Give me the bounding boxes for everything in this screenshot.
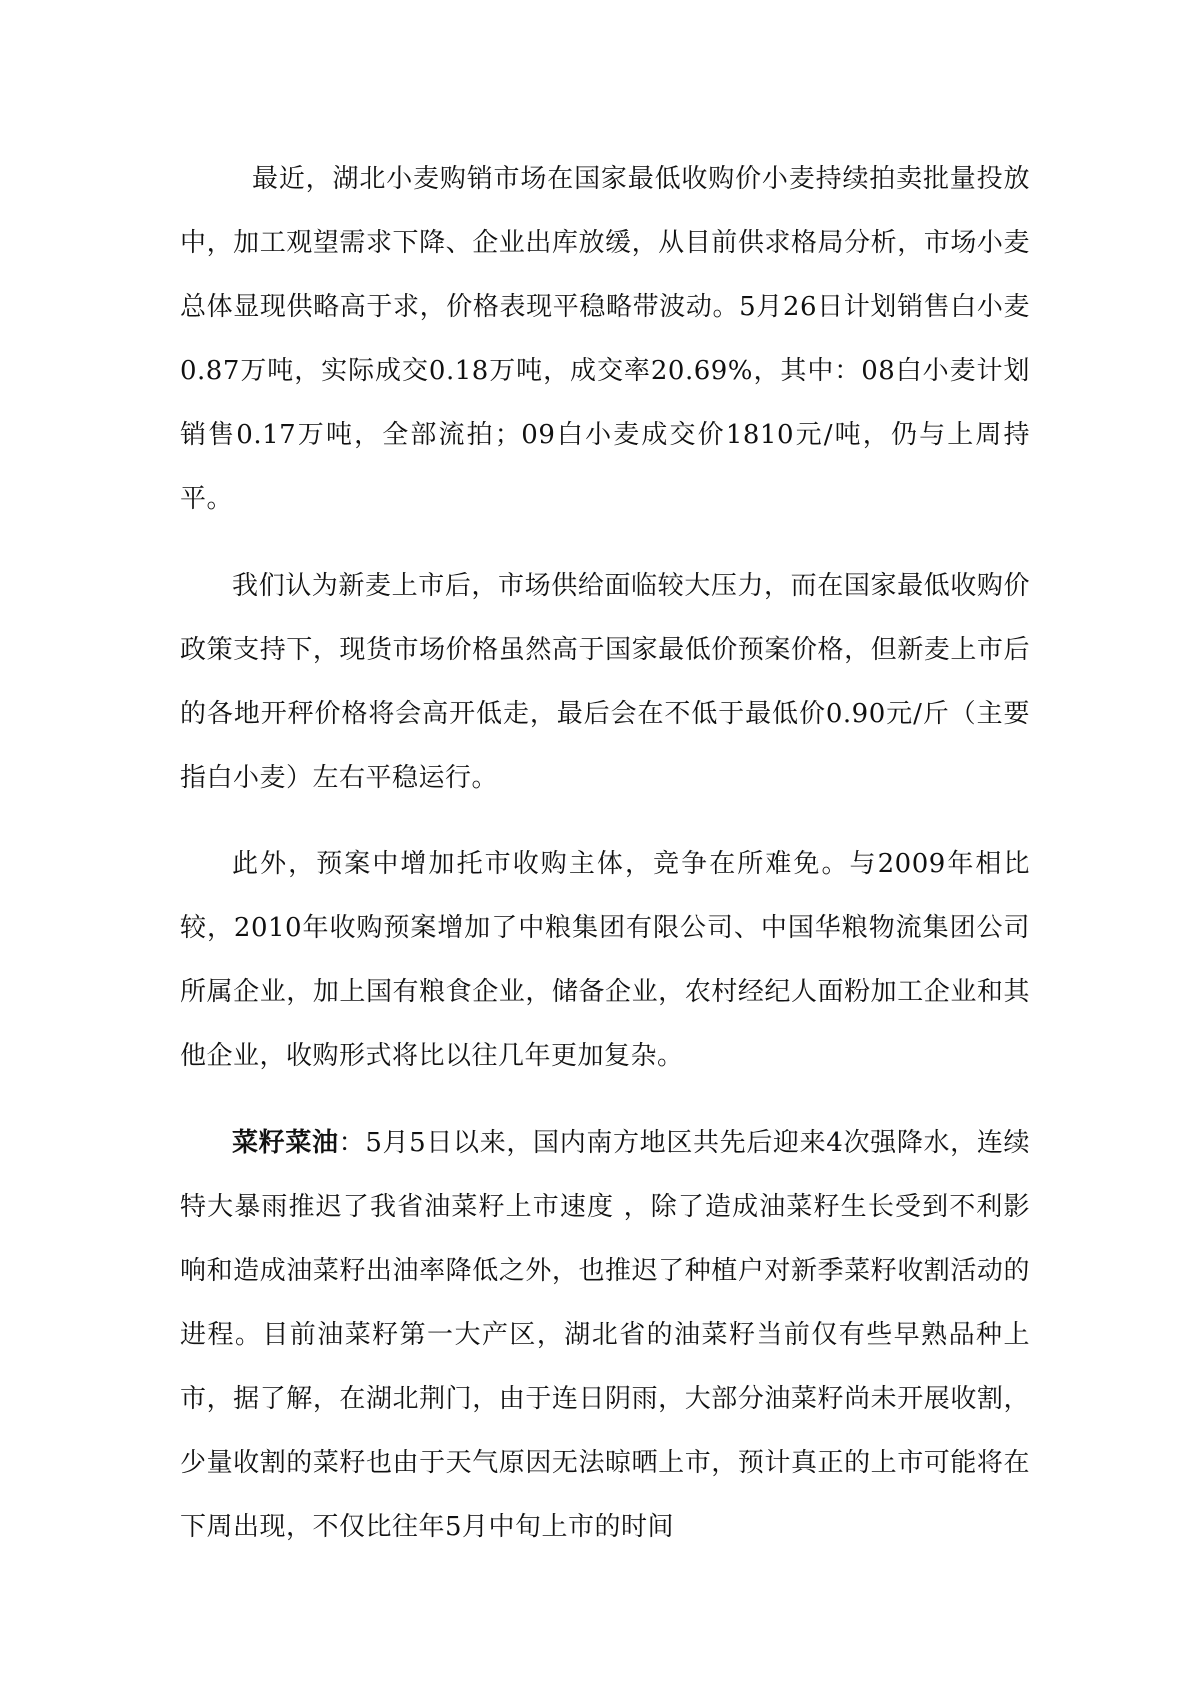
paragraph-purchase-entities: 此外，预案中增加托市收购主体，竞争在所难免。与2009年相比较，2010年收购预案增加了中粮集团有限公司、中国华粮物流集团公司所属企业，加上国有粮食企业，储备企业，农村经纪人面粉加工企业和其他企业，收购形式将比以往几年更加复杂。 <box>180 849 1030 1071</box>
rapeseed-heading: 菜籽菜油 <box>232 1128 339 1158</box>
paragraph-wheat-market: 最近，湖北小麦购销市场在国家最低收购价小麦持续拍卖批量投放中，加工观望需求下降、企业出库放缓，从目前供求格局分析，市场小麦总体显现供略高于求，价格表现平稳略带波动。5月26日计划销售白小麦0.87万吨，实际成交0.18万吨，成交率20.69%，其中：08白小麦计划销售0.17万吨，全部流拍；09白小麦成交价1810元/吨，仍与上周持平。 <box>180 164 1030 514</box>
paragraph-rapeseed <box>180 1111 1030 1559</box>
paragraph-new-wheat-outlook: 我们认为新麦上市后，市场供给面临较大压力，而在国家最低收购价政策支持下，现货市场价格虽然高于国家最低价预案价格，但新麦上市后的各地开秤价格将会高开低走，最后会在不低于最低价0.90元/斤（主要指白小麦）左右平稳运行。 <box>180 571 1030 793</box>
rapeseed-body: ：5月5日以来，国内南方地区共先后迎来4次强降水，连续特大暴雨推迟了我省油菜籽上市速度 ，除了造成油菜籽生长受到不利影响和造成油菜籽出油率降低之外，也推迟了种植户对新季菜籽收割活动的进程。目前油菜籽第一大产区，湖北省的油菜籽当前仅有些早熟品种上市，据了解，在湖北荆门，由于连日阴雨，大部分油菜籽尚未开展收割，少量收割的菜籽也由于天气原因无法晾晒上市，预计真正的上市可能将在下周出现，不仅比往年5月中旬上市的时间 <box>180 1128 1030 1542</box>
